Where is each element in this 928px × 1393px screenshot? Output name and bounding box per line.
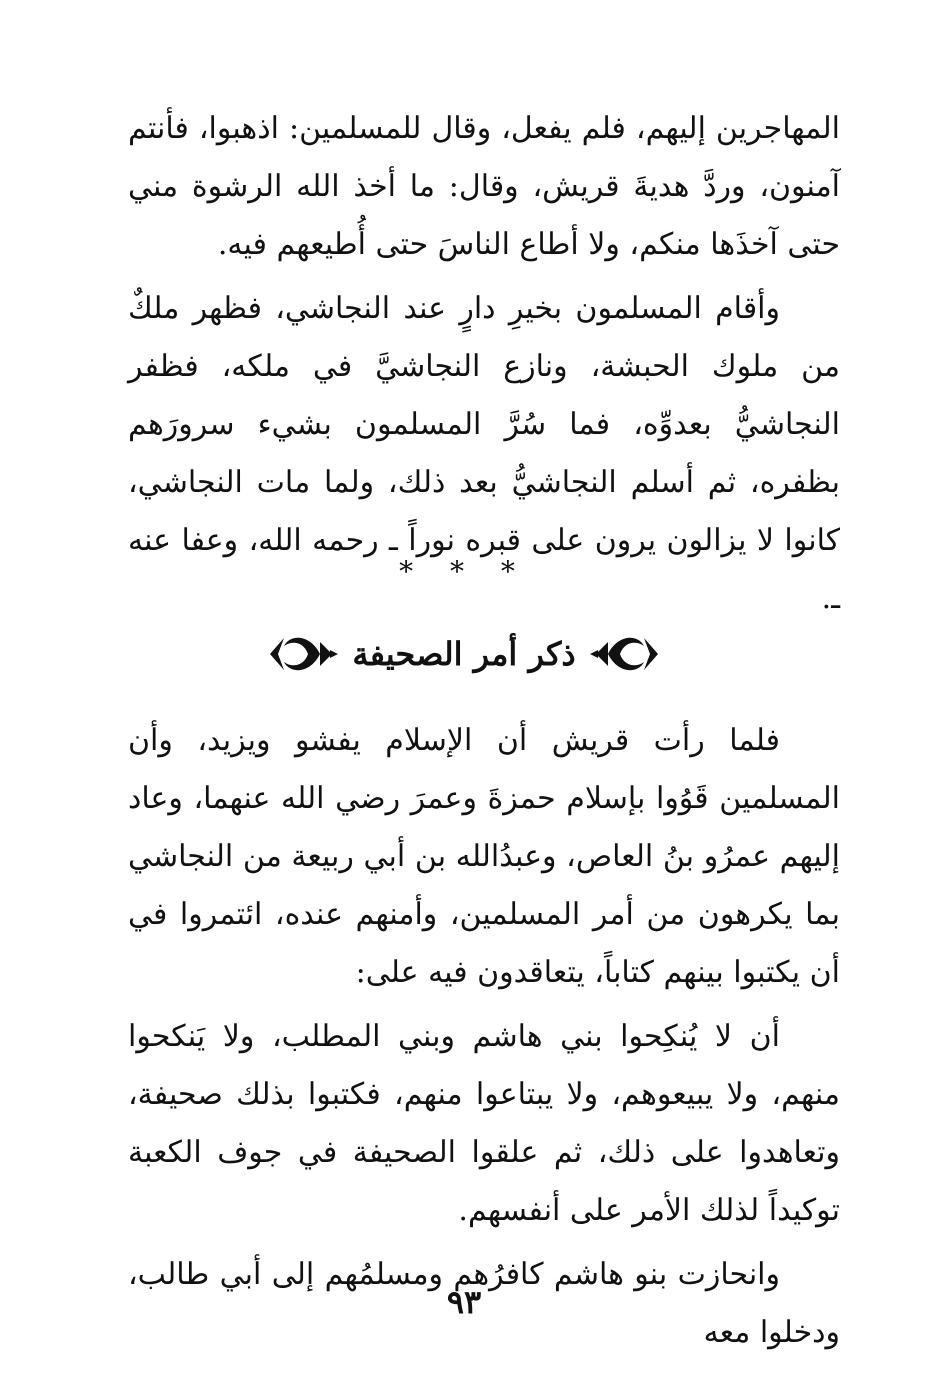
right-ornament-icon (588, 626, 664, 682)
paragraph-continuation: المهاجرين إليهم، فلم يفعل، وقال للمسلمين: اذهبوا، فأنتم آمنون، وردَّ هديةَ قريش، وقال: ما أخذ الله الرشوة مني حتى آخذَها منكم، ولا أطاع الناسَ حتى أُطيعهم فيه. (128, 111, 840, 262)
opening-section (128, 100, 840, 628)
chapter-heading (0, 622, 928, 686)
page-number: ٩٣ (446, 1283, 482, 1321)
paragraph-negus-victory: وأقام المسلمون بخيرِ دارٍ عند النجاشي، فظهر ملكٌ من ملوك الحبشة، ونازع النجاشيَّ في ملكه، فظفر النجاشيُّ بعدوِّه، فما سُرَّ المسلمون بشيء سرورَهم بظفره، ثم أسلم النجاشيُّ بعد ذلك، ولما مات النجاشي، كانوا لا يزالون يرون على قبره نوراً ـ رحمه الله، وعفا عنه ـ. (128, 291, 840, 616)
heading-title: ذكر أمر الصحيفة (352, 635, 576, 673)
paragraph-boycott-terms: أن لا يُنكِحوا بني هاشم وبني المطلب، ولا يَنكحوا منهم، ولا يبيعوهم، ولا يبتاعوا منهم، فكتبوا بذلك صحيفة، وتعاهدوا على ذلك، ثم علقوا الصحيفة في جوف الكعبة توكيداً لذلك الأمر على أنفسهم. (128, 1019, 840, 1228)
section-separator: * * * (399, 555, 529, 588)
sahifa-section (128, 712, 840, 1362)
paragraph-quraysh-plot: فلما رأت قريش أن الإسلام يفشو ويزيد، وأن المسلمين قَوُوا بإسلام حمزةَ وعمرَ رضي الله عنهما، وعاد إليهم عمرُو بنُ العاص، وعبدُالله بن أبي ربيعة من النجاشي بما يكرهون من أمر المسلمين، وأمنهم عنده، ائتمروا في أن يكتبوا بينهم كتاباً، يتعاقدون فيه على: (128, 723, 840, 990)
left-ornament-icon (264, 626, 340, 682)
paragraph-banu-hashim: وانحازت بنو هاشم كافرُهم ومسلمُهم إلى أبي طالب، ودخلوا معه (128, 1257, 840, 1350)
